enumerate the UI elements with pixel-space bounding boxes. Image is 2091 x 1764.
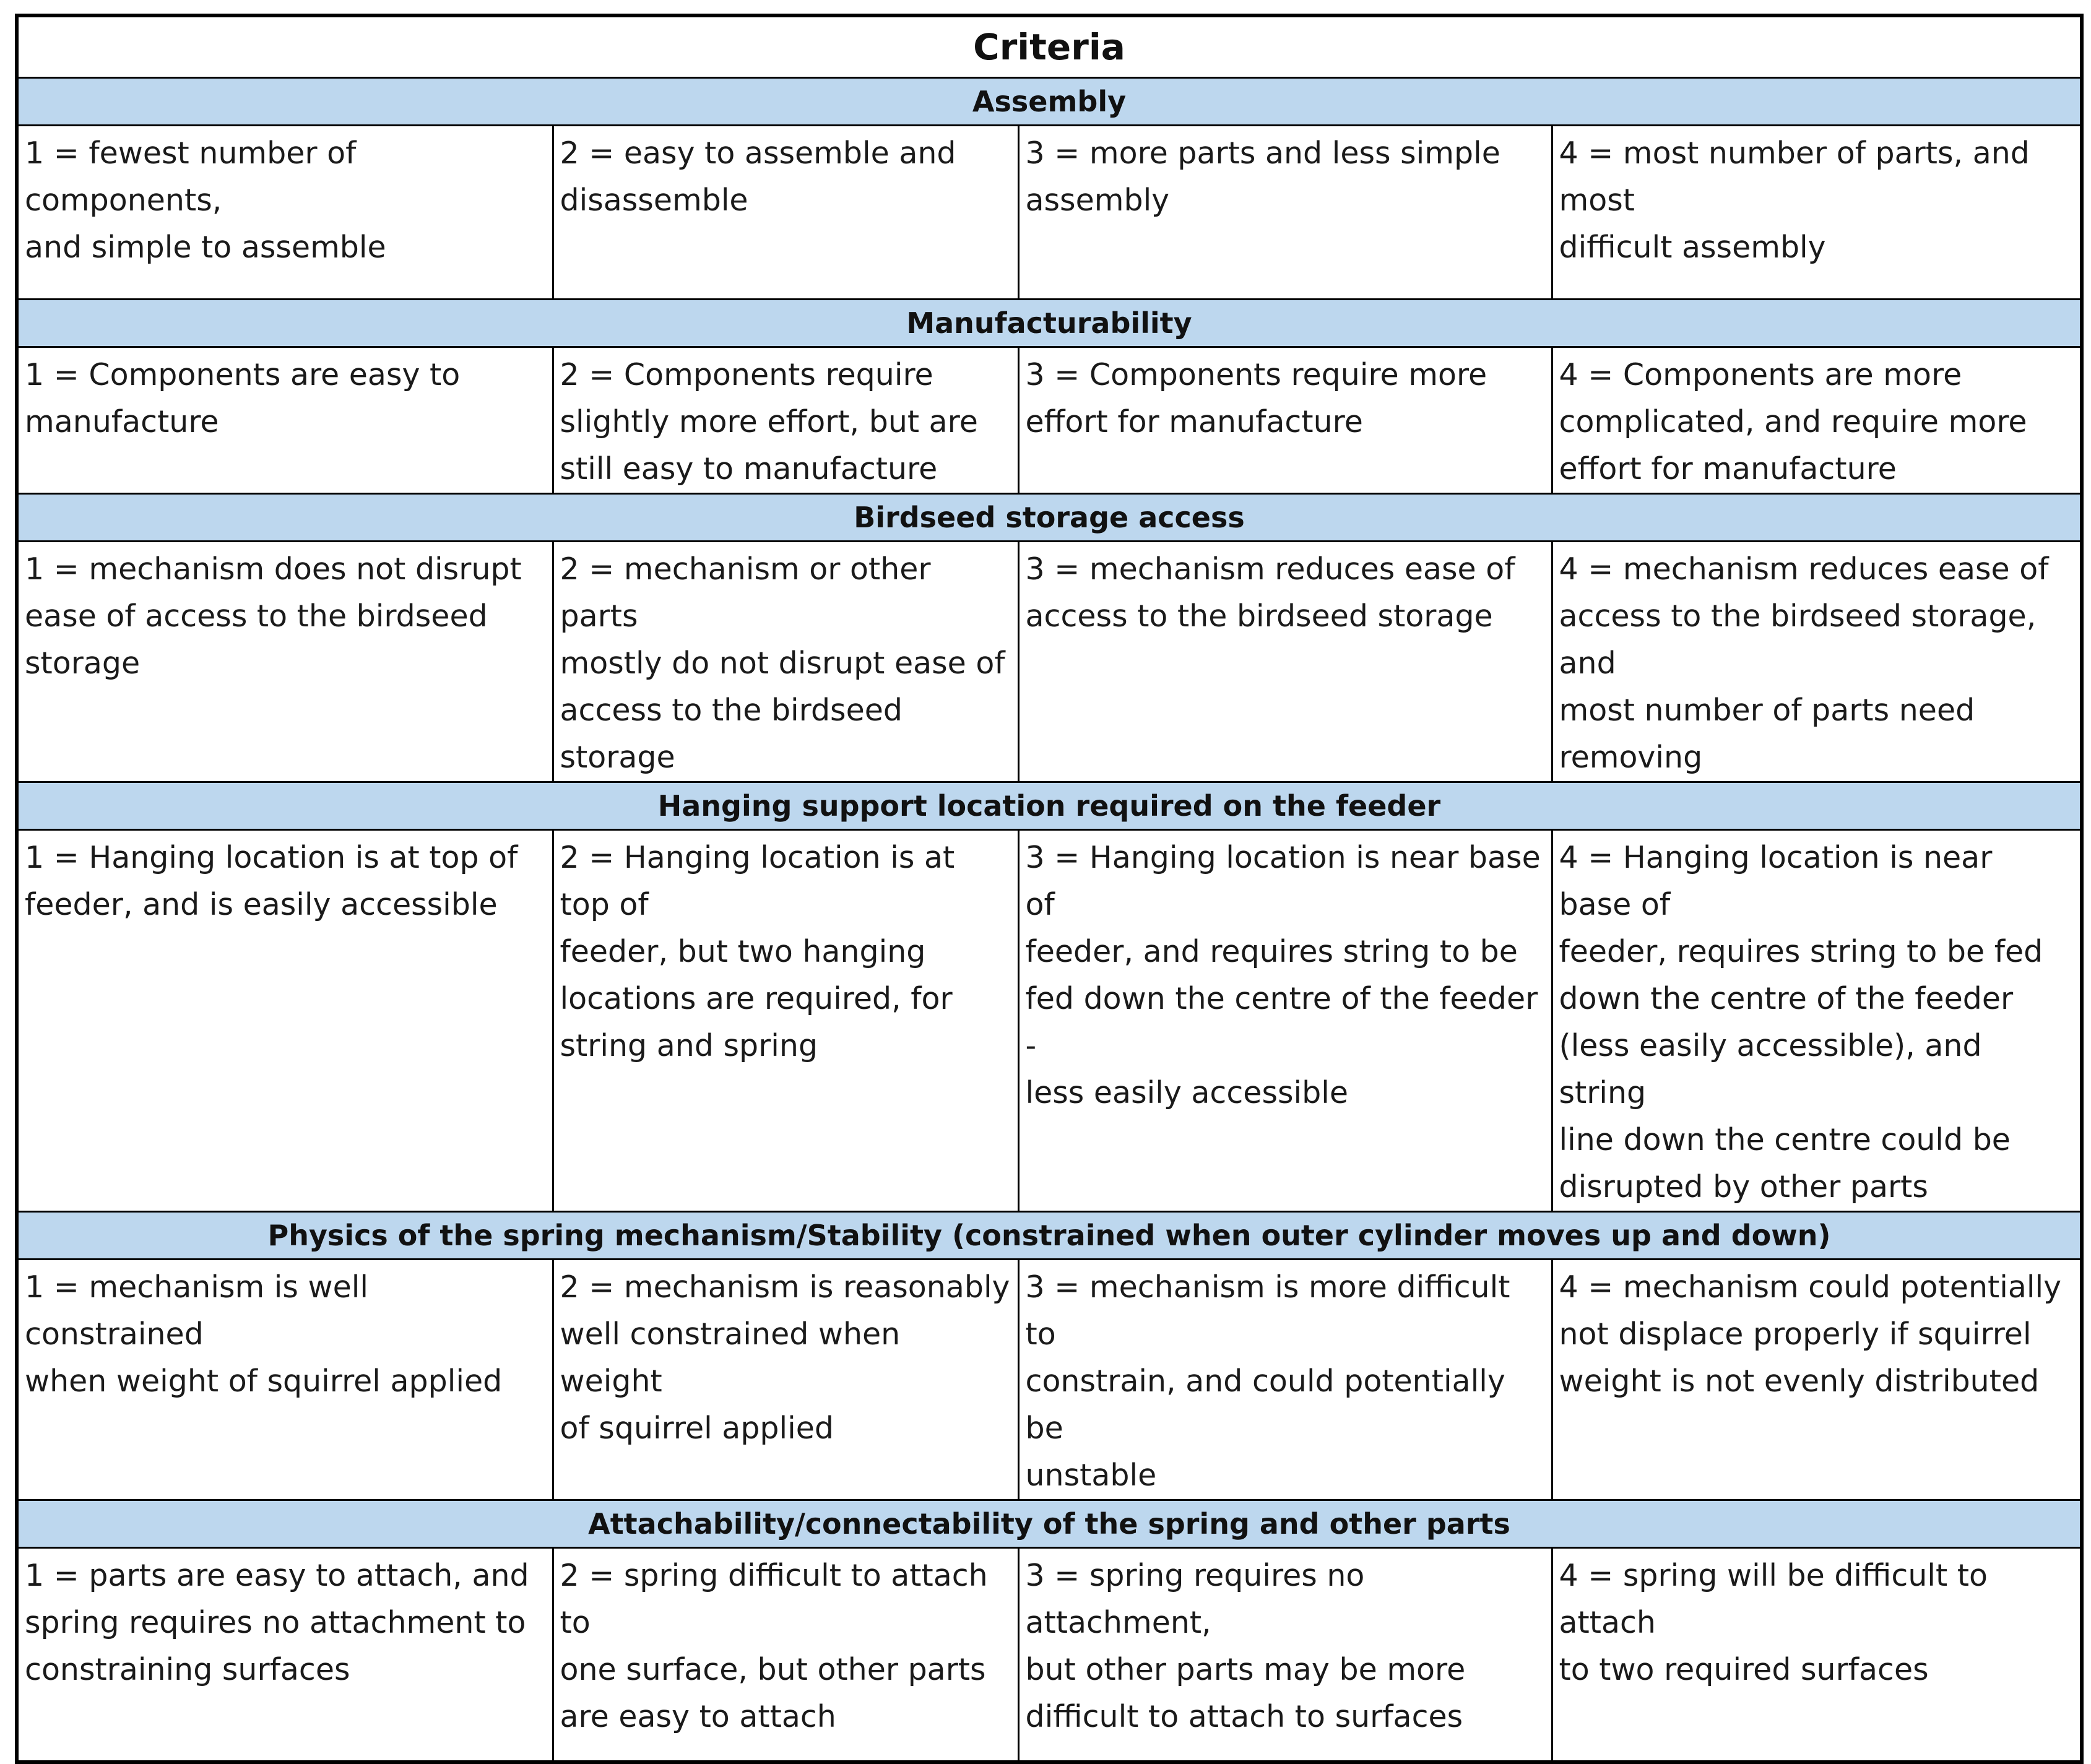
score-3-cell: 3 = mechanism reduces ease of access to the birdseed storage (1018, 542, 1552, 782)
score-2-cell: 2 = Hanging location is at top of feeder, but two hanging locations are required, for string and spring (553, 830, 1018, 1212)
criteria-row (17, 347, 2082, 494)
score-3-cell: 3 = more parts and less simple assembly (1018, 126, 1552, 300)
score-2-cell: 2 = mechanism or other parts mostly do not disrupt ease of access to the birdseed storage (553, 542, 1018, 782)
score-1-cell: 1 = fewest number of components, and simple to assemble (17, 126, 553, 300)
score-3-cell: 3 = mechanism is more difficult to constrain, and could potentially be unstable (1018, 1260, 1552, 1500)
section-header-row (17, 1500, 2082, 1548)
section-heading-assembly: Assembly (17, 78, 2082, 126)
section-heading-manufacturability: Manufacturability (17, 300, 2082, 347)
score-4-cell: 4 = mechanism could potentially not displace properly if squirrel weight is not evenly distributed (1552, 1260, 2082, 1500)
score-4-cell: 4 = Hanging location is near base of feeder, requires string to be fed down the centre of the feeder (less easily accessible), and string line down the centre could be disrupted by other parts (1552, 830, 2082, 1212)
score-1-cell: 1 = Components are easy to manufacture (17, 347, 553, 494)
section-heading-hanging-support-location: Hanging support location required on the feeder (17, 782, 2082, 830)
score-2-cell: 2 = Components require slightly more effort, but are still easy to manufacture (553, 347, 1018, 494)
criteria-table (15, 14, 2084, 1764)
criteria-row (17, 542, 2082, 782)
section-header-row (17, 300, 2082, 347)
section-header-row (17, 494, 2082, 542)
section-header-row (17, 78, 2082, 126)
score-1-cell: 1 = mechanism is well constrained when weight of squirrel applied (17, 1260, 553, 1500)
criteria-row (17, 126, 2082, 300)
score-2-cell: 2 = spring difficult to attach to one surface, but other parts are easy to attach (553, 1548, 1018, 1763)
score-3-cell: 3 = Hanging location is near base of feeder, and requires string to be fed down the centre of the feeder - less easily accessible (1018, 830, 1552, 1212)
score-3-cell: 3 = Components require more effort for manufacture (1018, 347, 1552, 494)
score-4-cell: 4 = Components are more complicated, and require more effort for manufacture (1552, 347, 2082, 494)
score-4-cell: 4 = most number of parts, and most difficult assembly (1552, 126, 2082, 300)
criteria-row (17, 1548, 2082, 1763)
score-1-cell: 1 = mechanism does not disrupt ease of access to the birdseed storage (17, 542, 553, 782)
criteria-row (17, 1260, 2082, 1500)
score-1-cell: 1 = Hanging location is at top of feeder, and is easily accessible (17, 830, 553, 1212)
score-2-cell: 2 = easy to assemble and disassemble (553, 126, 1018, 300)
score-4-cell: 4 = mechanism reduces ease of access to the birdseed storage, and most number of parts need removing (1552, 542, 2082, 782)
section-header-row (17, 1212, 2082, 1260)
score-2-cell: 2 = mechanism is reasonably well constrained when weight of squirrel applied (553, 1260, 1018, 1500)
section-heading-attachability: Attachability/connectability of the spring and other parts (17, 1500, 2082, 1548)
section-heading-spring-physics-stability: Physics of the spring mechanism/Stability (constrained when outer cylinder moves up and down) (17, 1212, 2082, 1260)
score-1-cell: 1 = parts are easy to attach, and spring requires no attachment to constraining surfaces (17, 1548, 553, 1763)
title-row (17, 15, 2082, 78)
criteria-row (17, 830, 2082, 1212)
score-4-cell: 4 = spring will be difficult to attach to two required surfaces (1552, 1548, 2082, 1763)
section-header-row (17, 782, 2082, 830)
score-3-cell: 3 = spring requires no attachment, but other parts may be more difficult to attach to surfaces (1018, 1548, 1552, 1763)
section-heading-birdseed-storage-access: Birdseed storage access (17, 494, 2082, 542)
table-title: Criteria (17, 15, 2082, 78)
